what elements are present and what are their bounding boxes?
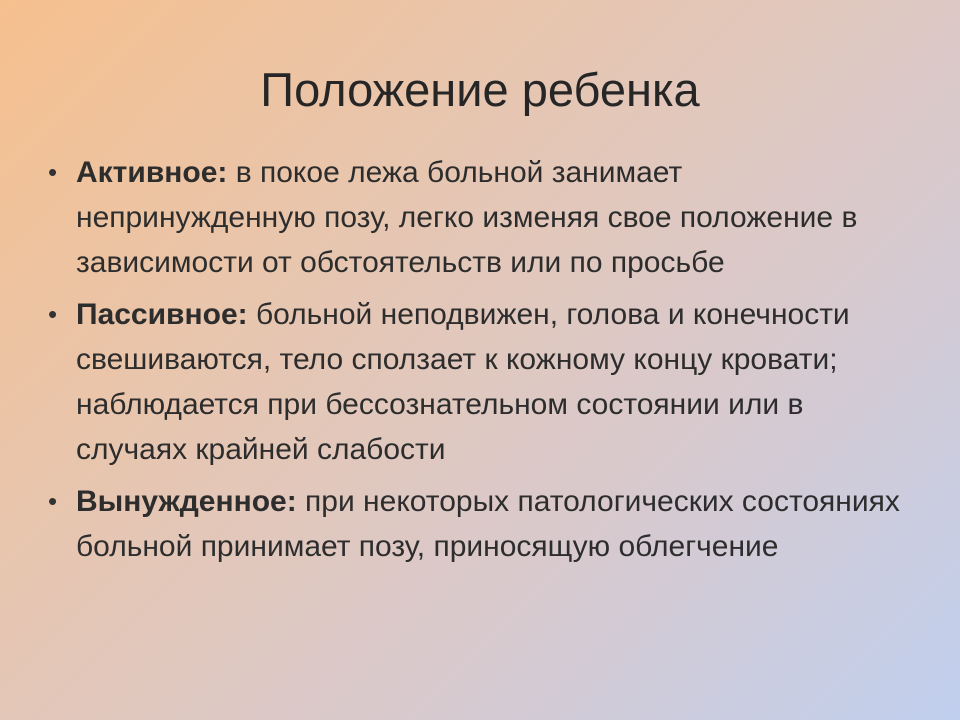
slide-title: Положение ребенка [260,63,700,116]
bullet-icon: • [48,157,58,187]
bullet-icon: • [48,486,58,516]
bullet-text: больной неподвижен, голова и конечности свешиваются, тело сползает к кожному концу кровати; наблюдается при бессознательном состоянии или в случаях крайней слабости [76,298,850,466]
bullet-item-passive [48,292,918,472]
bullet-list [48,150,918,576]
bullet-term: Вынужденное: [76,485,297,518]
bullet-term: Активное: [76,156,228,189]
bullet-item-forced [48,479,918,569]
bullet-text: при некоторых патологических состояниях больной принимает позу, приносящую облегчение [76,485,900,563]
bullet-icon: • [48,299,58,329]
bullet-item-active [48,150,918,285]
bullet-text: в покое лежа больной занимает непринужденную позу, легко изменяя свое положение в зависимости от обстоятельств или по просьбе [76,156,858,279]
bullet-term: Пассивное: [76,298,248,331]
